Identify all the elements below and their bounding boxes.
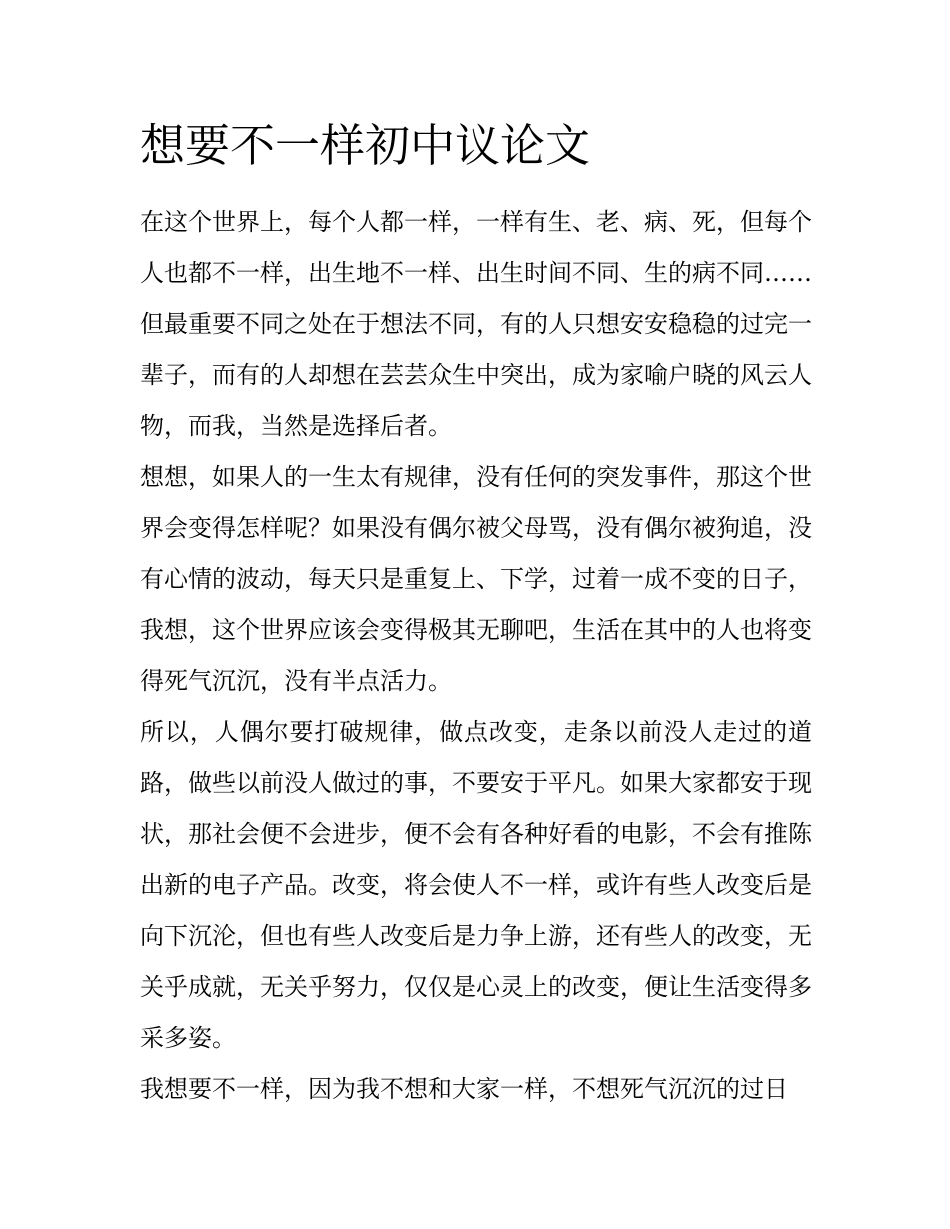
paragraph-1: 在这个世界上，每个人都一样，一样有生、老、病、死，但每个人也都不一样，出生地不一样、出生时间不同、生的病不同……但最重要不同之处在于想法不同，有的人只想安安稳稳的过完一辈子，而有的人却想在芸芸众生中突出，成为家喻户晓的风云人物，而我，当然是选择后者。 [140,208,812,440]
paragraph-4: 我想要不一样，因为我不想和大家一样，不想死气沉沉的过日 [140,1075,788,1103]
paragraph-2: 想想，如果人的一生太有规律，没有任何的突发事件，那这个世界会变得怎样呢？如果没有偶尔被父母骂，没有偶尔被狗追，没有心情的波动，每天只是重复上、下学，过着一成不变的日子，我想，这个世界应该会变得极其无聊吧，生活在其中的人也将变得死气沉沉，没有半点活力。 [140,463,812,695]
document-title: 想要不一样初中议论文 [140,119,591,172]
document-page [140,112,812,1115]
paragraph-3: 所以，人偶尔要打破规律，做点改变，走条以前没人走过的道路，做些以前没人做过的事，不要安于平凡。如果大家都安于现状，那社会便不会进步，便不会有各种好看的电影，不会有推陈出新的电子产品。改变，将会使人不一样，或许有些人改变后是向下沉沦，但也有些人改变后是力争上游，还有些人的改变，无关乎成就，无关乎努力，仅仅是心灵上的改变，便让生活变得多采多姿。 [140,718,812,1052]
